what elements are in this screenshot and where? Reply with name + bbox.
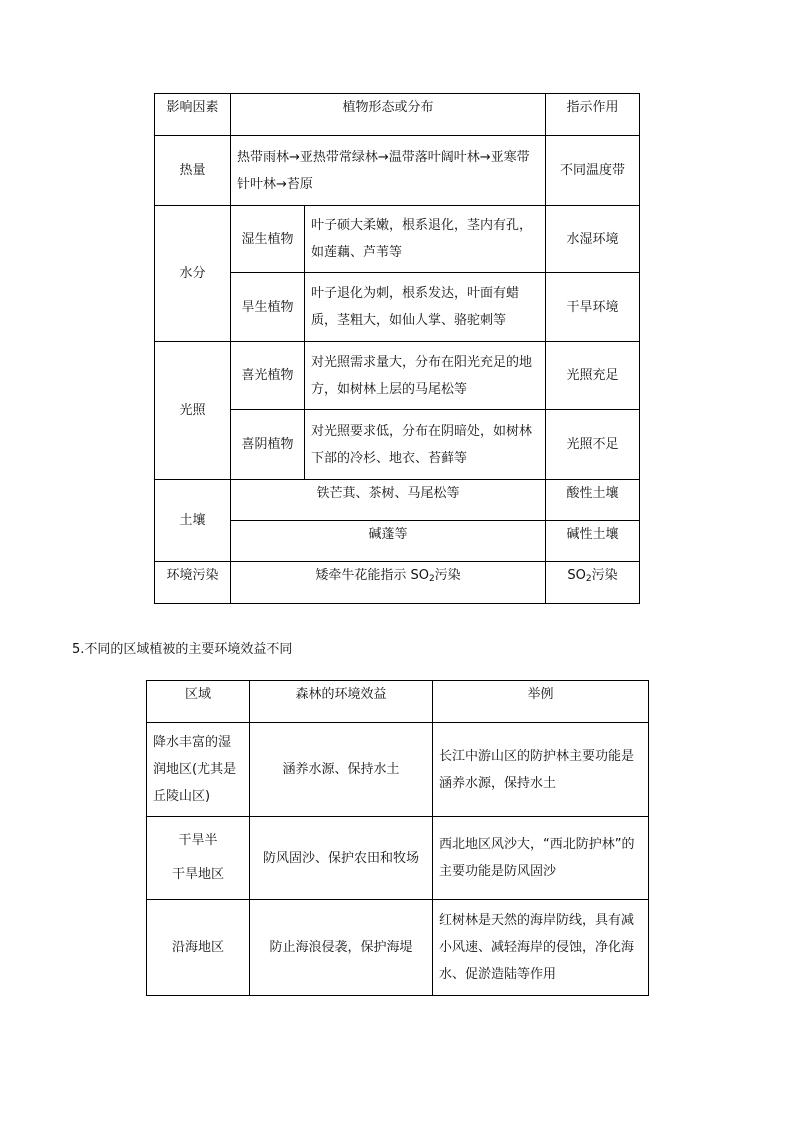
water-desc: 叶子退化为刺，根系发达，叶面有蜡质，茎粗大，如仙人掌、骆驼刺等 (305, 273, 546, 342)
section-heading: 5.不同的区域植被的主要环境效益不同 (72, 642, 293, 657)
table-row (155, 206, 640, 273)
table-header-row (155, 94, 640, 136)
forest-benefit-table (146, 680, 649, 996)
table-row (155, 342, 640, 410)
light-indicator: 光照不足 (546, 410, 640, 480)
header-region: 区域 (147, 681, 250, 723)
factor-light: 光照 (155, 342, 231, 480)
example-cell: 西北地区风沙大，“西北防护林”的主要功能是防风固沙 (433, 817, 649, 900)
water-indicator: 水湿环境 (546, 206, 640, 273)
header-example: 举例 (433, 681, 649, 723)
water-indicator: 干旱环境 (546, 273, 640, 342)
pollution-indicator-text: SO (567, 568, 586, 583)
light-indicator: 光照充足 (546, 342, 640, 410)
example-cell: 红树林是天然的海岸防线，具有减小风速、减轻海岸的侵蚀，净化海水、促淤造陆等作用 (433, 900, 649, 996)
water-desc: 叶子硕大柔嫩，根系退化，茎内有孔，如莲藕、芦苇等 (305, 206, 546, 273)
heat-desc: 热带雨林→亚热带常绿林→温带落叶阔叶林→亚寒带针叶林→苔原 (231, 136, 546, 206)
pollution-desc (231, 562, 546, 604)
table-header-row (147, 681, 649, 723)
plant-indicator-table (154, 93, 640, 604)
pollution-indicator (546, 562, 640, 604)
example-cell: 长江中游山区的防护林主要功能是涵养水源，保持水土 (433, 723, 649, 817)
factor-heat: 热量 (155, 136, 231, 206)
factor-pollution: 环境污染 (155, 562, 231, 604)
pollution-desc-text: 矮牵牛花能指示 SO (315, 568, 429, 583)
table-row (155, 562, 640, 604)
light-desc: 对光照需求量大，分布在阳光充足的地方，如树林上层的马尾松等 (305, 342, 546, 410)
benefit-cell: 涵养水源、保持水土 (250, 723, 433, 817)
soil-indicator: 碱性土壤 (546, 521, 640, 562)
header-indicator: 指示作用 (546, 94, 640, 136)
region-cell (147, 817, 250, 900)
header-form: 植物形态或分布 (231, 94, 546, 136)
heat-indicator: 不同温度带 (546, 136, 640, 206)
header-factor: 影响因素 (155, 94, 231, 136)
table-row (147, 817, 649, 900)
subscript: 2 (585, 574, 592, 584)
water-type: 湿生植物 (231, 206, 305, 273)
light-desc: 对光照要求低，分布在阴暗处，如树林下部的冷杉、地衣、苔藓等 (305, 410, 546, 480)
region-line: 干旱地区 (171, 867, 224, 882)
benefit-cell: 防风固沙、保护农田和牧场 (250, 817, 433, 900)
pollution-desc-text: 污染 (434, 568, 461, 583)
region-line: 干旱半 (178, 833, 218, 848)
table-row (155, 136, 640, 206)
soil-desc: 铁芒萁、茶树、马尾松等 (231, 480, 546, 521)
region-cell: 降水丰富的湿润地区(尤其是丘陵山区) (147, 723, 250, 817)
factor-water: 水分 (155, 206, 231, 342)
water-type: 旱生植物 (231, 273, 305, 342)
benefit-cell: 防止海浪侵袭，保护海堤 (250, 900, 433, 996)
soil-desc: 碱蓬等 (231, 521, 546, 562)
light-type: 喜阴植物 (231, 410, 305, 480)
table-row (147, 723, 649, 817)
factor-soil: 土壤 (155, 480, 231, 562)
header-benefit: 森林的环境效益 (250, 681, 433, 723)
soil-indicator: 酸性土壤 (546, 480, 640, 521)
subscript: 2 (428, 574, 435, 584)
light-type: 喜光植物 (231, 342, 305, 410)
table-row (155, 480, 640, 521)
region-cell: 沿海地区 (147, 900, 250, 996)
pollution-indicator-text: 污染 (591, 568, 618, 583)
table-row (147, 900, 649, 996)
